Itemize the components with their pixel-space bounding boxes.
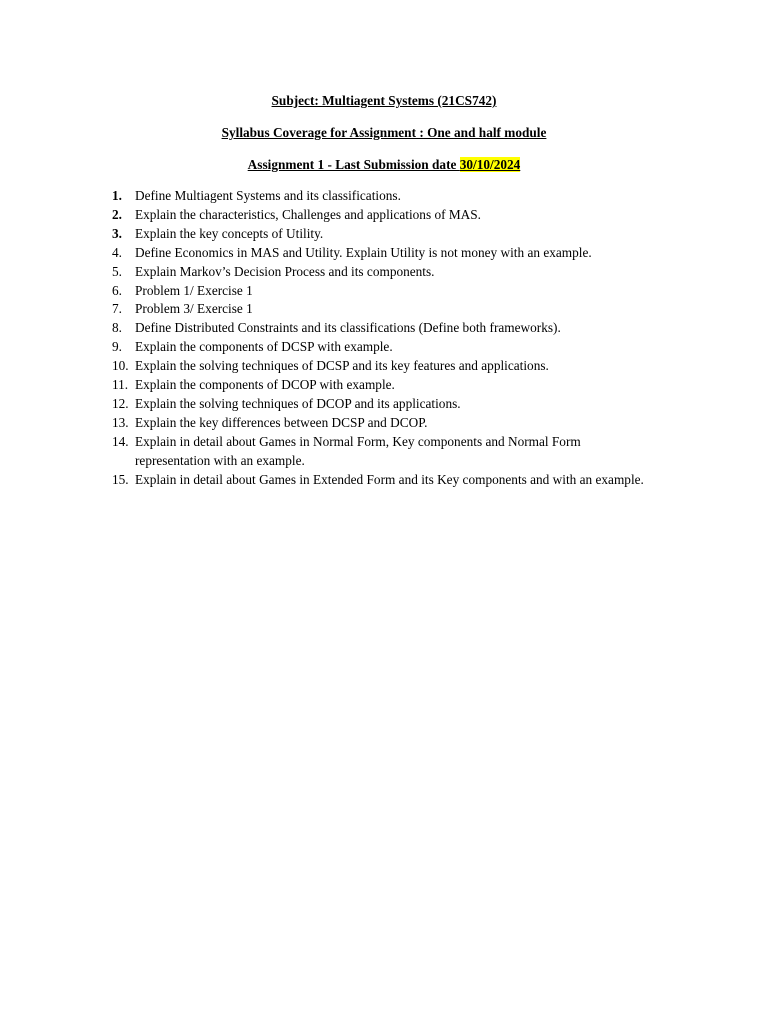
assignment-heading-prefix: Assignment 1 - Last Submission date	[247, 157, 460, 172]
list-item-number: 6.	[112, 282, 122, 298]
list-item-text: Explain the key differences between DCSP and DCOP.	[135, 414, 428, 430]
list-item-number: 2.	[112, 206, 122, 222]
list-item-number: 10.	[112, 358, 129, 374]
list-item-number: 7.	[112, 301, 122, 317]
list-item	[104, 244, 684, 263]
list-item	[104, 414, 684, 433]
question-list	[104, 187, 684, 490]
list-item	[104, 319, 684, 338]
list-item-text: Define Multiagent Systems and its classifications.	[135, 188, 401, 203]
syllabus-heading: Syllabus Coverage for Assignment : One and half module	[221, 125, 547, 140]
list-item-number: 8.	[112, 320, 122, 336]
list-item	[104, 338, 684, 357]
list-item-text: Explain in detail about Games in Normal Form, Key components and Normal Form representation with an example.	[135, 433, 581, 468]
list-item	[104, 263, 684, 282]
list-item-text: Explain the components of DCSP with example.	[135, 339, 393, 355]
list-item-text: Define Distributed Constraints and its classifications (Define both frameworks).	[135, 320, 561, 336]
list-item	[104, 225, 684, 244]
list-item	[104, 395, 684, 414]
list-item	[104, 376, 684, 395]
assignment-heading	[0, 157, 768, 173]
subject-heading: Subject: Multiagent Systems (21CS742)	[271, 93, 497, 108]
list-item-text: Explain Markov’s Decision Process and its components.	[135, 263, 435, 279]
list-item	[104, 206, 684, 225]
list-item-text: Explain in detail about Games in Extended Form and its Key components and with an example.	[135, 471, 644, 487]
list-item-text: Explain the key concepts of Utility.	[135, 225, 324, 241]
list-item-text: Explain the characteristics, Challenges and applications of MAS.	[135, 206, 481, 222]
list-item-number: 11.	[112, 377, 129, 393]
list-item	[104, 187, 684, 206]
list-item-number: 12.	[112, 395, 129, 411]
list-item-number: 5.	[112, 263, 122, 279]
list-item-text: Problem 1/ Exercise 1	[135, 282, 253, 298]
list-item	[104, 300, 684, 319]
list-item-text: Explain the components of DCOP with example.	[135, 377, 395, 393]
list-item	[104, 357, 684, 376]
list-item-number: 4.	[112, 244, 122, 260]
submission-date: 30/10/2024	[459, 157, 521, 172]
list-item-text: Explain the solving techniques of DCSP and its key features and applications.	[135, 358, 549, 374]
list-item-number: 1.	[112, 188, 122, 203]
list-item-number: 9.	[112, 339, 122, 355]
list-item-text: Define Economics in MAS and Utility. Explain Utility is not money with an example.	[135, 244, 592, 260]
list-item	[104, 282, 684, 301]
list-item	[104, 471, 684, 490]
list-item-text: Explain the solving techniques of DCOP and its applications.	[135, 395, 461, 411]
list-item-number: 14.	[112, 433, 129, 449]
list-item-number: 13.	[112, 414, 129, 430]
list-item-number: 3.	[112, 225, 122, 241]
list-item-text: Problem 3/ Exercise 1	[135, 301, 253, 317]
list-item-number: 15.	[112, 471, 129, 487]
list-item	[104, 433, 605, 471]
